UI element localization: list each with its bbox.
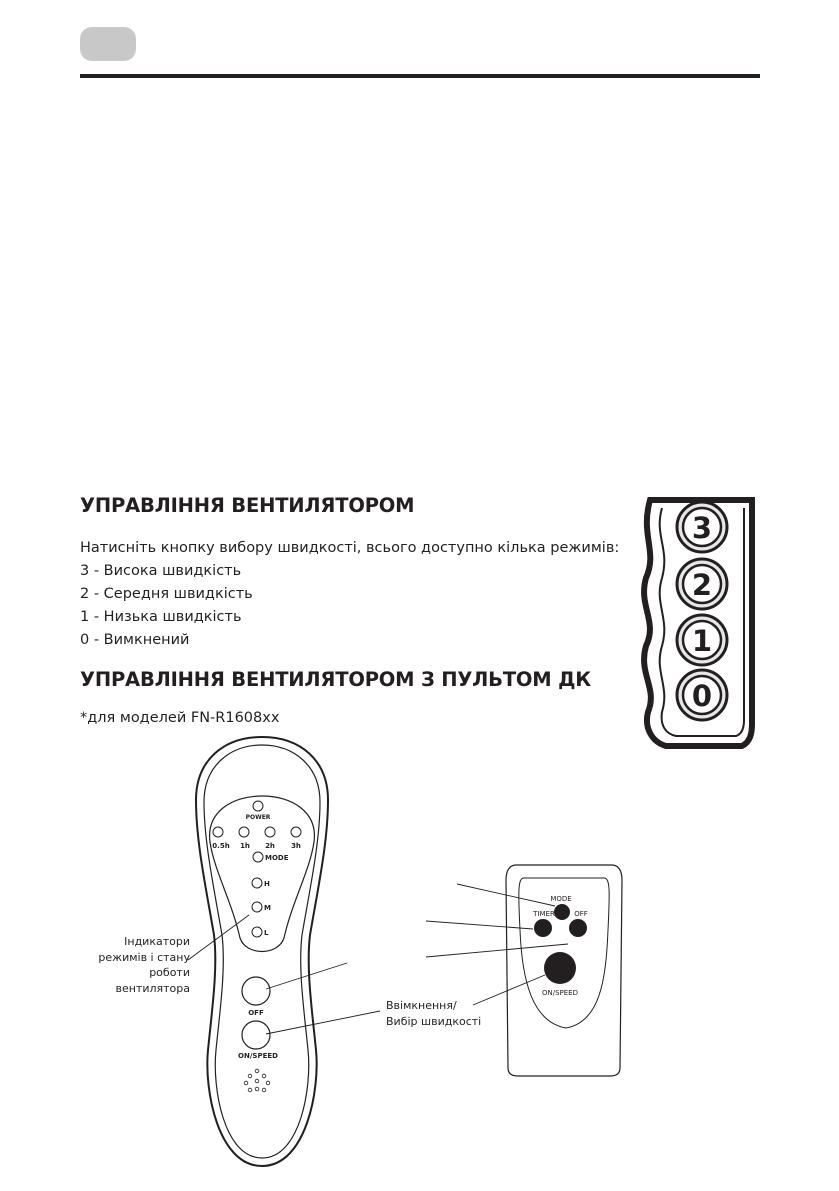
callout-line-text: вентилятора: [115, 981, 190, 995]
small-off-label: OFF: [574, 910, 588, 918]
mode-indicator: [253, 852, 263, 862]
callout-line-text: Вибір швидкості: [386, 1014, 482, 1028]
mode-label: MODE: [265, 854, 289, 862]
speed-mode-item: 0 - Вимкнений: [80, 632, 190, 648]
model-note: *для моделей FN-R1608xx: [80, 710, 280, 726]
speed-dial-illustration: [636, 496, 756, 750]
speed-mode-list: [80, 560, 253, 652]
small-timer-label: TIMER: [533, 910, 555, 918]
dial-label: 0: [691, 679, 713, 713]
timer-label: 2h: [265, 842, 275, 850]
header-rule: [80, 74, 760, 78]
speed-mode-item: 1 - Низька швидкість: [80, 609, 242, 625]
callout-line-text: роботи: [149, 966, 190, 979]
speed-mode-item: 2 - Середня швидкість: [80, 586, 253, 602]
intro-text: Натисніть кнопку вибору швидкості, всього доступно кілька режимів:: [80, 540, 620, 556]
large-off-button: [242, 977, 270, 1005]
speed-indicator-low: [252, 927, 262, 937]
timer-indicator: [213, 827, 223, 837]
dial-label: 2: [691, 568, 713, 602]
power-indicator: [253, 801, 263, 811]
timer-indicator: [291, 827, 301, 837]
callout-on-speed: [386, 998, 526, 1029]
dial-button-3: [677, 502, 727, 552]
page-tab: [80, 27, 136, 61]
speed-indicator-high: [252, 878, 262, 888]
timer-label: 0.5h: [212, 842, 230, 850]
small-mode-label: MODE: [550, 895, 572, 903]
section-heading-remote-control: УПРАВЛІННЯ ВЕНТИЛЯТОРОМ З ПУЛЬТОМ ДК: [80, 668, 592, 691]
callout-line-text: Індикатори: [124, 935, 190, 948]
small-onspeed-label: ON/SPEED: [541, 989, 579, 997]
speed-indicator-medium: [252, 902, 262, 912]
dial-button-1: [677, 615, 727, 665]
dial-button-2: [677, 559, 727, 609]
dial-label: 1: [691, 624, 713, 658]
large-off-label: OFF: [248, 1009, 264, 1017]
section-heading-fan-control: УПРАВЛІННЯ ВЕНТИЛЯТОРОМ: [80, 494, 415, 517]
callout-indicators: [80, 934, 190, 996]
timer-label: 3h: [291, 842, 301, 850]
speed-label: M: [264, 904, 271, 912]
timer-indicator: [239, 827, 249, 837]
speed-label: H: [264, 880, 270, 888]
dial-label: 3: [691, 511, 713, 545]
large-onspeed-label: ON/SPEED: [238, 1052, 278, 1060]
power-label: POWER: [245, 814, 271, 821]
timer-indicator: [265, 827, 275, 837]
large-onspeed-button: [242, 1021, 270, 1049]
dial-button-0: [677, 670, 727, 720]
timer-label: 1h: [240, 842, 250, 850]
speed-mode-item: 3 - Висока швидкість: [80, 563, 242, 579]
small-timer-button: [534, 919, 552, 937]
callout-line-text: Ввімкнення/: [386, 999, 457, 1012]
small-mode-button: [554, 904, 570, 920]
callout-line-text: режимів і стану: [98, 950, 190, 964]
speed-label: L: [264, 929, 269, 937]
small-off-button: [569, 919, 587, 937]
small-onspeed-button: [544, 952, 576, 984]
